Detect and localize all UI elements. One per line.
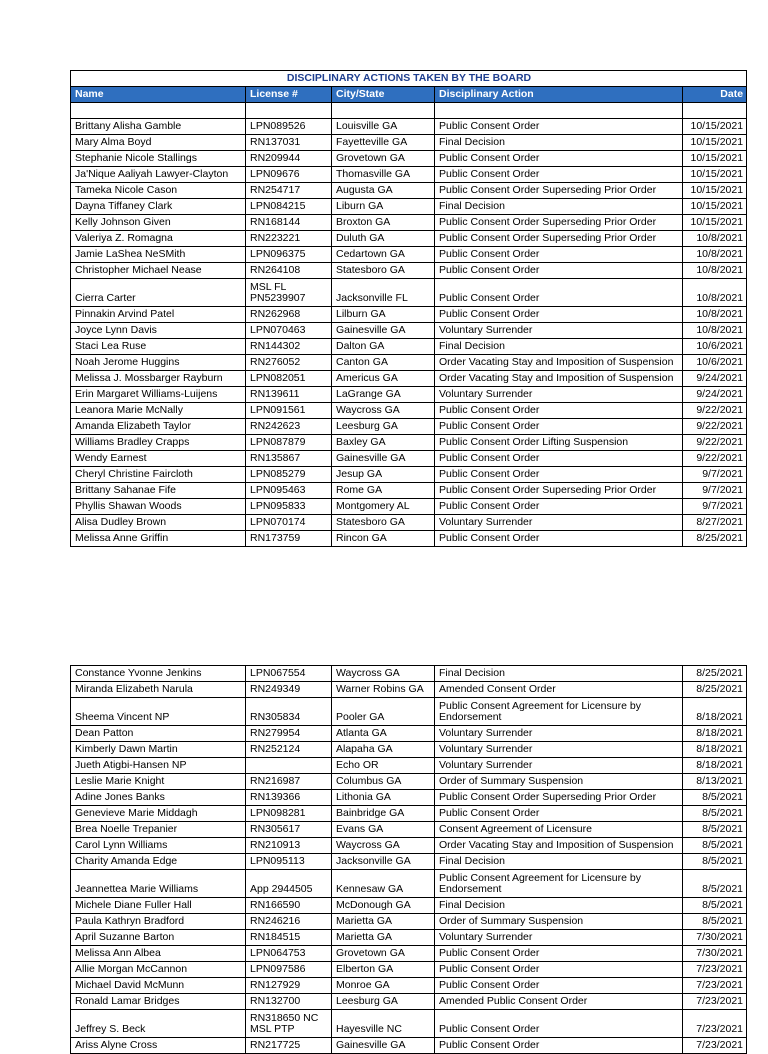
cell-action: Order Vacating Stay and Imposition of Suspension bbox=[435, 838, 683, 854]
cell-name: Jueth Atigbi-Hansen NP bbox=[71, 758, 246, 774]
table-row bbox=[71, 774, 747, 790]
cell-action: Public Consent Order bbox=[435, 978, 683, 994]
cell-city-state: Lithonia GA bbox=[332, 790, 435, 806]
table-row bbox=[71, 167, 747, 183]
column-header-city-state: City/State bbox=[332, 87, 435, 103]
table-row bbox=[71, 135, 747, 151]
cell-city-state: Pooler GA bbox=[332, 698, 435, 726]
cell-city-state: Grovetown GA bbox=[332, 946, 435, 962]
cell-date: 8/5/2021 bbox=[683, 914, 747, 930]
cell-city-state: Waycross GA bbox=[332, 403, 435, 419]
cell-action: Public Consent Order bbox=[435, 307, 683, 323]
table-row bbox=[71, 726, 747, 742]
cell-action: Public Consent Order bbox=[435, 531, 683, 547]
cell-license: RN262968 bbox=[246, 307, 332, 323]
cell-date: 8/18/2021 bbox=[683, 698, 747, 726]
cell-license: RN137031 bbox=[246, 135, 332, 151]
cell-date: 8/5/2021 bbox=[683, 822, 747, 838]
table-row bbox=[71, 962, 747, 978]
cell-name: Allie Morgan McCannon bbox=[71, 962, 246, 978]
cell-license: RN216987 bbox=[246, 774, 332, 790]
cell-name: Michael David McMunn bbox=[71, 978, 246, 994]
table-row bbox=[71, 914, 747, 930]
table-row bbox=[71, 323, 747, 339]
cell-date: 10/15/2021 bbox=[683, 151, 747, 167]
cell-name: Erin Margaret Williams-Luijens bbox=[71, 387, 246, 403]
cell-name: Brittany Alisha Gamble bbox=[71, 119, 246, 135]
cell-license: App 2944505 bbox=[246, 870, 332, 898]
cell-city-state: Elberton GA bbox=[332, 962, 435, 978]
cell-date: 8/18/2021 bbox=[683, 758, 747, 774]
cell-city-state: Kennesaw GA bbox=[332, 870, 435, 898]
cell-date: 7/23/2021 bbox=[683, 978, 747, 994]
cell-city-state: Monroe GA bbox=[332, 978, 435, 994]
cell-action: Voluntary Surrender bbox=[435, 742, 683, 758]
cell-license: RN127929 bbox=[246, 978, 332, 994]
cell-date: 8/5/2021 bbox=[683, 870, 747, 898]
cell-license: RN139366 bbox=[246, 790, 332, 806]
cell-city-state: Echo OR bbox=[332, 758, 435, 774]
cell-name: Valeriya Z. Romagna bbox=[71, 231, 246, 247]
cell-action: Order of Summary Suspension bbox=[435, 774, 683, 790]
cell-name: Brittany Sahanae Fife bbox=[71, 483, 246, 499]
cell-action: Voluntary Surrender bbox=[435, 323, 683, 339]
cell-date: 8/5/2021 bbox=[683, 790, 747, 806]
cell-license: RN184515 bbox=[246, 930, 332, 946]
cell-license: RN139611 bbox=[246, 387, 332, 403]
cell-license: RN223221 bbox=[246, 231, 332, 247]
cell-license: LPN095833 bbox=[246, 499, 332, 515]
cell-name: Tameka Nicole Cason bbox=[71, 183, 246, 199]
table-row bbox=[71, 247, 747, 263]
cell-license: RN305617 bbox=[246, 822, 332, 838]
cell-action: Final Decision bbox=[435, 854, 683, 870]
cell-city-state: Cedartown GA bbox=[332, 247, 435, 263]
cell-action: Public Consent Order bbox=[435, 119, 683, 135]
cell-action: Amended Consent Order bbox=[435, 682, 683, 698]
cell-city-state: Jacksonville FL bbox=[332, 279, 435, 307]
cell-license: LPN070174 bbox=[246, 515, 332, 531]
cell-date: 10/8/2021 bbox=[683, 231, 747, 247]
cell-date: 9/7/2021 bbox=[683, 467, 747, 483]
cell-license: LPN097586 bbox=[246, 962, 332, 978]
cell-city-state: Fayetteville GA bbox=[332, 135, 435, 151]
cell-name: Miranda Elizabeth Narula bbox=[71, 682, 246, 698]
cell-date: 10/15/2021 bbox=[683, 167, 747, 183]
table-row bbox=[71, 355, 747, 371]
column-header-license: License # bbox=[246, 87, 332, 103]
cell-license: RN173759 bbox=[246, 531, 332, 547]
cell-name: April Suzanne Barton bbox=[71, 930, 246, 946]
cell-city-state: Americus GA bbox=[332, 371, 435, 387]
table-row bbox=[71, 790, 747, 806]
cell-name: Phyllis Shawan Woods bbox=[71, 499, 246, 515]
cell-license: RN144302 bbox=[246, 339, 332, 355]
cell-city-state: Jacksonville GA bbox=[332, 854, 435, 870]
cell-action: Public Consent Order bbox=[435, 499, 683, 515]
cell-license: LPN091561 bbox=[246, 403, 332, 419]
table-row bbox=[71, 387, 747, 403]
table-row bbox=[71, 499, 747, 515]
cell-action: Public Consent Order bbox=[435, 419, 683, 435]
cell-name: Melissa J. Mossbarger Rayburn bbox=[71, 371, 246, 387]
cell-name: Joyce Lynn Davis bbox=[71, 323, 246, 339]
cell-date: 10/8/2021 bbox=[683, 323, 747, 339]
cell-city-state: Columbus GA bbox=[332, 774, 435, 790]
cell-city-state: Grovetown GA bbox=[332, 151, 435, 167]
cell-name: Leslie Marie Knight bbox=[71, 774, 246, 790]
table-row bbox=[71, 467, 747, 483]
table-row bbox=[71, 758, 747, 774]
cell-date: 9/7/2021 bbox=[683, 499, 747, 515]
cell-city-state: Rincon GA bbox=[332, 531, 435, 547]
cell-license: LPN089526 bbox=[246, 119, 332, 135]
cell-license: RN276052 bbox=[246, 355, 332, 371]
table-row bbox=[71, 994, 747, 1010]
cell-city-state: McDonough GA bbox=[332, 898, 435, 914]
cell-license: RN254717 bbox=[246, 183, 332, 199]
cell-date: 7/23/2021 bbox=[683, 1010, 747, 1038]
cell-name: Sheema Vincent NP bbox=[71, 698, 246, 726]
cell-date: 8/5/2021 bbox=[683, 838, 747, 854]
cell-name: Melissa Anne Griffin bbox=[71, 531, 246, 547]
table-header-row bbox=[71, 87, 747, 103]
table-row bbox=[71, 1038, 747, 1054]
cell-date: 10/6/2021 bbox=[683, 355, 747, 371]
cell-name: Jamie LaShea NeSMith bbox=[71, 247, 246, 263]
table-row bbox=[71, 119, 747, 135]
cell-action: Public Consent Order Superseding Prior Order bbox=[435, 231, 683, 247]
cell-action: Public Consent Order bbox=[435, 962, 683, 978]
cell-license: RN249349 bbox=[246, 682, 332, 698]
cell-license: RN135867 bbox=[246, 451, 332, 467]
cell-action: Voluntary Surrender bbox=[435, 515, 683, 531]
cell-date: 10/6/2021 bbox=[683, 339, 747, 355]
table-row bbox=[71, 698, 747, 726]
cell-action: Public Consent Order bbox=[435, 279, 683, 307]
cell-action: Public Consent Order bbox=[435, 247, 683, 263]
column-header-action: Disciplinary Action bbox=[435, 87, 683, 103]
column-header-name: Name bbox=[71, 87, 246, 103]
table-row bbox=[71, 231, 747, 247]
cell-name: Stephanie Nicole Stallings bbox=[71, 151, 246, 167]
cell-city-state: Hayesville NC bbox=[332, 1010, 435, 1038]
cell-license: LPN096375 bbox=[246, 247, 332, 263]
cell-date: 8/13/2021 bbox=[683, 774, 747, 790]
cell-action: Public Consent Order Superseding Prior Order bbox=[435, 483, 683, 499]
disciplinary-table-page-1 bbox=[70, 70, 747, 547]
cell-license: RN168144 bbox=[246, 215, 332, 231]
cell-date: 9/22/2021 bbox=[683, 451, 747, 467]
cell-license: LPN084215 bbox=[246, 199, 332, 215]
cell-license: MSL FL PN5239907 bbox=[246, 279, 332, 307]
cell-city-state: Marietta GA bbox=[332, 914, 435, 930]
cell-action: Order Vacating Stay and Imposition of Suspension bbox=[435, 355, 683, 371]
cell-license: RN209944 bbox=[246, 151, 332, 167]
cell-name: Paula Kathryn Bradford bbox=[71, 914, 246, 930]
table-row bbox=[71, 151, 747, 167]
table-title-row bbox=[71, 71, 747, 87]
table-row bbox=[71, 263, 747, 279]
cell-date: 8/5/2021 bbox=[683, 898, 747, 914]
table-row bbox=[71, 870, 747, 898]
cell-action: Final Decision bbox=[435, 135, 683, 151]
cell-city-state: Gainesville GA bbox=[332, 451, 435, 467]
cell-action: Final Decision bbox=[435, 666, 683, 682]
cell-action: Consent Agreement of Licensure bbox=[435, 822, 683, 838]
cell-name: Jeannettea Marie Williams bbox=[71, 870, 246, 898]
cell-name: Mary Alma Boyd bbox=[71, 135, 246, 151]
cell-city-state: Lilburn GA bbox=[332, 307, 435, 323]
cell-date: 7/30/2021 bbox=[683, 930, 747, 946]
cell-city-state: Augusta GA bbox=[332, 183, 435, 199]
cell-name: Michele Diane Fuller Hall bbox=[71, 898, 246, 914]
cell-license bbox=[246, 758, 332, 774]
cell-action: Public Consent Order bbox=[435, 167, 683, 183]
table-row bbox=[71, 515, 747, 531]
cell-name: Ariss Alyne Cross bbox=[71, 1038, 246, 1054]
table-row bbox=[71, 339, 747, 355]
cell-action: Public Consent Order bbox=[435, 946, 683, 962]
cell-license: LPN067554 bbox=[246, 666, 332, 682]
disciplinary-table-page-2 bbox=[70, 665, 747, 1054]
cell-date: 10/8/2021 bbox=[683, 263, 747, 279]
table-row bbox=[71, 978, 747, 994]
table-row bbox=[71, 451, 747, 467]
cell-city-state: Leesburg GA bbox=[332, 994, 435, 1010]
cell-name: Constance Yvonne Jenkins bbox=[71, 666, 246, 682]
cell-action: Voluntary Surrender bbox=[435, 930, 683, 946]
cell-action: Public Consent Order bbox=[435, 1038, 683, 1054]
table-row bbox=[71, 215, 747, 231]
cell-date: 9/22/2021 bbox=[683, 435, 747, 451]
cell-date: 7/23/2021 bbox=[683, 1038, 747, 1054]
column-header-date: Date bbox=[683, 87, 747, 103]
cell-date: 8/5/2021 bbox=[683, 854, 747, 870]
cell-date: 9/7/2021 bbox=[683, 483, 747, 499]
cell-action: Public Consent Agreement for Licensure by Endorsement bbox=[435, 698, 683, 726]
table-row bbox=[71, 199, 747, 215]
cell-name: Ronald Lamar Bridges bbox=[71, 994, 246, 1010]
cell-city-state: Broxton GA bbox=[332, 215, 435, 231]
cell-name: Genevieve Marie Middagh bbox=[71, 806, 246, 822]
table-row bbox=[71, 822, 747, 838]
cell-name: Brea Noelle Trepanier bbox=[71, 822, 246, 838]
cell-city-state: Alapaha GA bbox=[332, 742, 435, 758]
table-row bbox=[71, 371, 747, 387]
cell-action: Voluntary Surrender bbox=[435, 387, 683, 403]
cell-license: RN318650 NC MSL PTP bbox=[246, 1010, 332, 1038]
cell-license: RN252124 bbox=[246, 742, 332, 758]
cell-action: Final Decision bbox=[435, 199, 683, 215]
cell-name: Cheryl Christine Faircloth bbox=[71, 467, 246, 483]
cell-action: Public Consent Order bbox=[435, 806, 683, 822]
cell-city-state: Statesboro GA bbox=[332, 263, 435, 279]
table-title: DISCIPLINARY ACTIONS TAKEN BY THE BOARD bbox=[71, 71, 747, 87]
cell-date: 10/15/2021 bbox=[683, 119, 747, 135]
cell-license: RN210913 bbox=[246, 838, 332, 854]
cell-date: 8/18/2021 bbox=[683, 742, 747, 758]
cell-license: RN242623 bbox=[246, 419, 332, 435]
cell-date: 8/25/2021 bbox=[683, 531, 747, 547]
cell-license: LPN09676 bbox=[246, 167, 332, 183]
table-row bbox=[71, 854, 747, 870]
cell-date: 10/8/2021 bbox=[683, 307, 747, 323]
cell-city-state: Statesboro GA bbox=[332, 515, 435, 531]
cell-name: Dayna Tiffaney Clark bbox=[71, 199, 246, 215]
cell-action: Public Consent Order bbox=[435, 1010, 683, 1038]
cell-license: RN279954 bbox=[246, 726, 332, 742]
table-row bbox=[71, 183, 747, 199]
cell-license: RN305834 bbox=[246, 698, 332, 726]
cell-city-state: Baxley GA bbox=[332, 435, 435, 451]
cell-action: Public Consent Order Superseding Prior Order bbox=[435, 790, 683, 806]
cell-action: Public Consent Order Lifting Suspension bbox=[435, 435, 683, 451]
cell-date: 9/22/2021 bbox=[683, 403, 747, 419]
cell-name: Kimberly Dawn Martin bbox=[71, 742, 246, 758]
cell-date: 7/23/2021 bbox=[683, 994, 747, 1010]
cell-license: LPN070463 bbox=[246, 323, 332, 339]
table-row bbox=[71, 483, 747, 499]
cell-name: Melissa Ann Albea bbox=[71, 946, 246, 962]
table-row bbox=[71, 682, 747, 698]
cell-name: Pinnakin Arvind Patel bbox=[71, 307, 246, 323]
cell-date: 9/22/2021 bbox=[683, 419, 747, 435]
table-row bbox=[71, 531, 747, 547]
cell-city-state: Gainesville GA bbox=[332, 1038, 435, 1054]
cell-date: 8/5/2021 bbox=[683, 806, 747, 822]
cell-city-state: Evans GA bbox=[332, 822, 435, 838]
cell-city-state: Thomasville GA bbox=[332, 167, 435, 183]
cell-name: Noah Jerome Huggins bbox=[71, 355, 246, 371]
table-row bbox=[71, 419, 747, 435]
cell-action: Final Decision bbox=[435, 339, 683, 355]
cell-name: Adine Jones Banks bbox=[71, 790, 246, 806]
cell-city-state: Warner Robins GA bbox=[332, 682, 435, 698]
cell-date: 8/25/2021 bbox=[683, 666, 747, 682]
cell-action: Public Consent Order bbox=[435, 467, 683, 483]
cell-license: RN217725 bbox=[246, 1038, 332, 1054]
cell-license: LPN064753 bbox=[246, 946, 332, 962]
table-row bbox=[71, 307, 747, 323]
table-row bbox=[71, 806, 747, 822]
table-row bbox=[71, 666, 747, 682]
cell-name: Jeffrey S. Beck bbox=[71, 1010, 246, 1038]
cell-license: LPN098281 bbox=[246, 806, 332, 822]
cell-license: RN264108 bbox=[246, 263, 332, 279]
cell-action: Public Consent Agreement for Licensure by Endorsement bbox=[435, 870, 683, 898]
cell-date: 10/15/2021 bbox=[683, 215, 747, 231]
cell-date: 9/24/2021 bbox=[683, 371, 747, 387]
cell-date: 8/18/2021 bbox=[683, 726, 747, 742]
cell-license: LPN085279 bbox=[246, 467, 332, 483]
cell-city-state: Dalton GA bbox=[332, 339, 435, 355]
cell-city-state: Louisville GA bbox=[332, 119, 435, 135]
cell-date: 10/8/2021 bbox=[683, 247, 747, 263]
cell-action: Public Consent Order bbox=[435, 151, 683, 167]
table-row bbox=[71, 279, 747, 307]
cell-license: LPN095113 bbox=[246, 854, 332, 870]
cell-city-state: Bainbridge GA bbox=[332, 806, 435, 822]
cell-name: Ja'Nique Aaliyah Lawyer-Clayton bbox=[71, 167, 246, 183]
table-row bbox=[71, 946, 747, 962]
table-row bbox=[71, 435, 747, 451]
cell-city-state: Jesup GA bbox=[332, 467, 435, 483]
cell-date: 8/25/2021 bbox=[683, 682, 747, 698]
cell-date: 10/15/2021 bbox=[683, 183, 747, 199]
cell-action: Order of Summary Suspension bbox=[435, 914, 683, 930]
cell-name: Carol Lynn Williams bbox=[71, 838, 246, 854]
cell-name: Amanda Elizabeth Taylor bbox=[71, 419, 246, 435]
cell-action: Voluntary Surrender bbox=[435, 726, 683, 742]
cell-city-state: Rome GA bbox=[332, 483, 435, 499]
cell-action: Public Consent Order bbox=[435, 403, 683, 419]
table-row bbox=[71, 898, 747, 914]
cell-city-state: Atlanta GA bbox=[332, 726, 435, 742]
cell-action: Public Consent Order Superseding Prior Order bbox=[435, 215, 683, 231]
cell-license: RN166590 bbox=[246, 898, 332, 914]
cell-license: LPN082051 bbox=[246, 371, 332, 387]
cell-date: 10/15/2021 bbox=[683, 135, 747, 151]
cell-date: 9/24/2021 bbox=[683, 387, 747, 403]
cell-city-state: Leesburg GA bbox=[332, 419, 435, 435]
cell-name: Staci Lea Ruse bbox=[71, 339, 246, 355]
cell-date: 7/30/2021 bbox=[683, 946, 747, 962]
cell-city-state: Liburn GA bbox=[332, 199, 435, 215]
table-row bbox=[71, 403, 747, 419]
cell-city-state: Montgomery AL bbox=[332, 499, 435, 515]
cell-city-state: Waycross GA bbox=[332, 666, 435, 682]
cell-name: Christopher Michael Nease bbox=[71, 263, 246, 279]
cell-license: LPN095463 bbox=[246, 483, 332, 499]
table-row bbox=[71, 838, 747, 854]
cell-name: Wendy Earnest bbox=[71, 451, 246, 467]
cell-license: RN132700 bbox=[246, 994, 332, 1010]
cell-city-state: Duluth GA bbox=[332, 231, 435, 247]
blank-row bbox=[71, 103, 747, 119]
cell-name: Leanora Marie McNally bbox=[71, 403, 246, 419]
cell-action: Final Decision bbox=[435, 898, 683, 914]
cell-city-state: LaGrange GA bbox=[332, 387, 435, 403]
cell-city-state: Marietta GA bbox=[332, 930, 435, 946]
cell-city-state: Gainesville GA bbox=[332, 323, 435, 339]
cell-action: Public Consent Order bbox=[435, 263, 683, 279]
cell-name: Cierra Carter bbox=[71, 279, 246, 307]
cell-date: 8/27/2021 bbox=[683, 515, 747, 531]
cell-name: Charity Amanda Edge bbox=[71, 854, 246, 870]
cell-name: Dean Patton bbox=[71, 726, 246, 742]
table-row bbox=[71, 930, 747, 946]
cell-city-state: Waycross GA bbox=[332, 838, 435, 854]
cell-city-state: Canton GA bbox=[332, 355, 435, 371]
cell-action: Public Consent Order Superseding Prior Order bbox=[435, 183, 683, 199]
cell-action: Public Consent Order bbox=[435, 451, 683, 467]
cell-date: 7/23/2021 bbox=[683, 962, 747, 978]
cell-name: Alisa Dudley Brown bbox=[71, 515, 246, 531]
cell-action: Order Vacating Stay and Imposition of Suspension bbox=[435, 371, 683, 387]
cell-license: LPN087879 bbox=[246, 435, 332, 451]
cell-action: Amended Public Consent Order bbox=[435, 994, 683, 1010]
cell-date: 10/15/2021 bbox=[683, 199, 747, 215]
table-row bbox=[71, 742, 747, 758]
cell-name: Williams Bradley Crapps bbox=[71, 435, 246, 451]
cell-license: RN246216 bbox=[246, 914, 332, 930]
cell-name: Kelly Johnson Given bbox=[71, 215, 246, 231]
cell-action: Voluntary Surrender bbox=[435, 758, 683, 774]
cell-date: 10/8/2021 bbox=[683, 279, 747, 307]
